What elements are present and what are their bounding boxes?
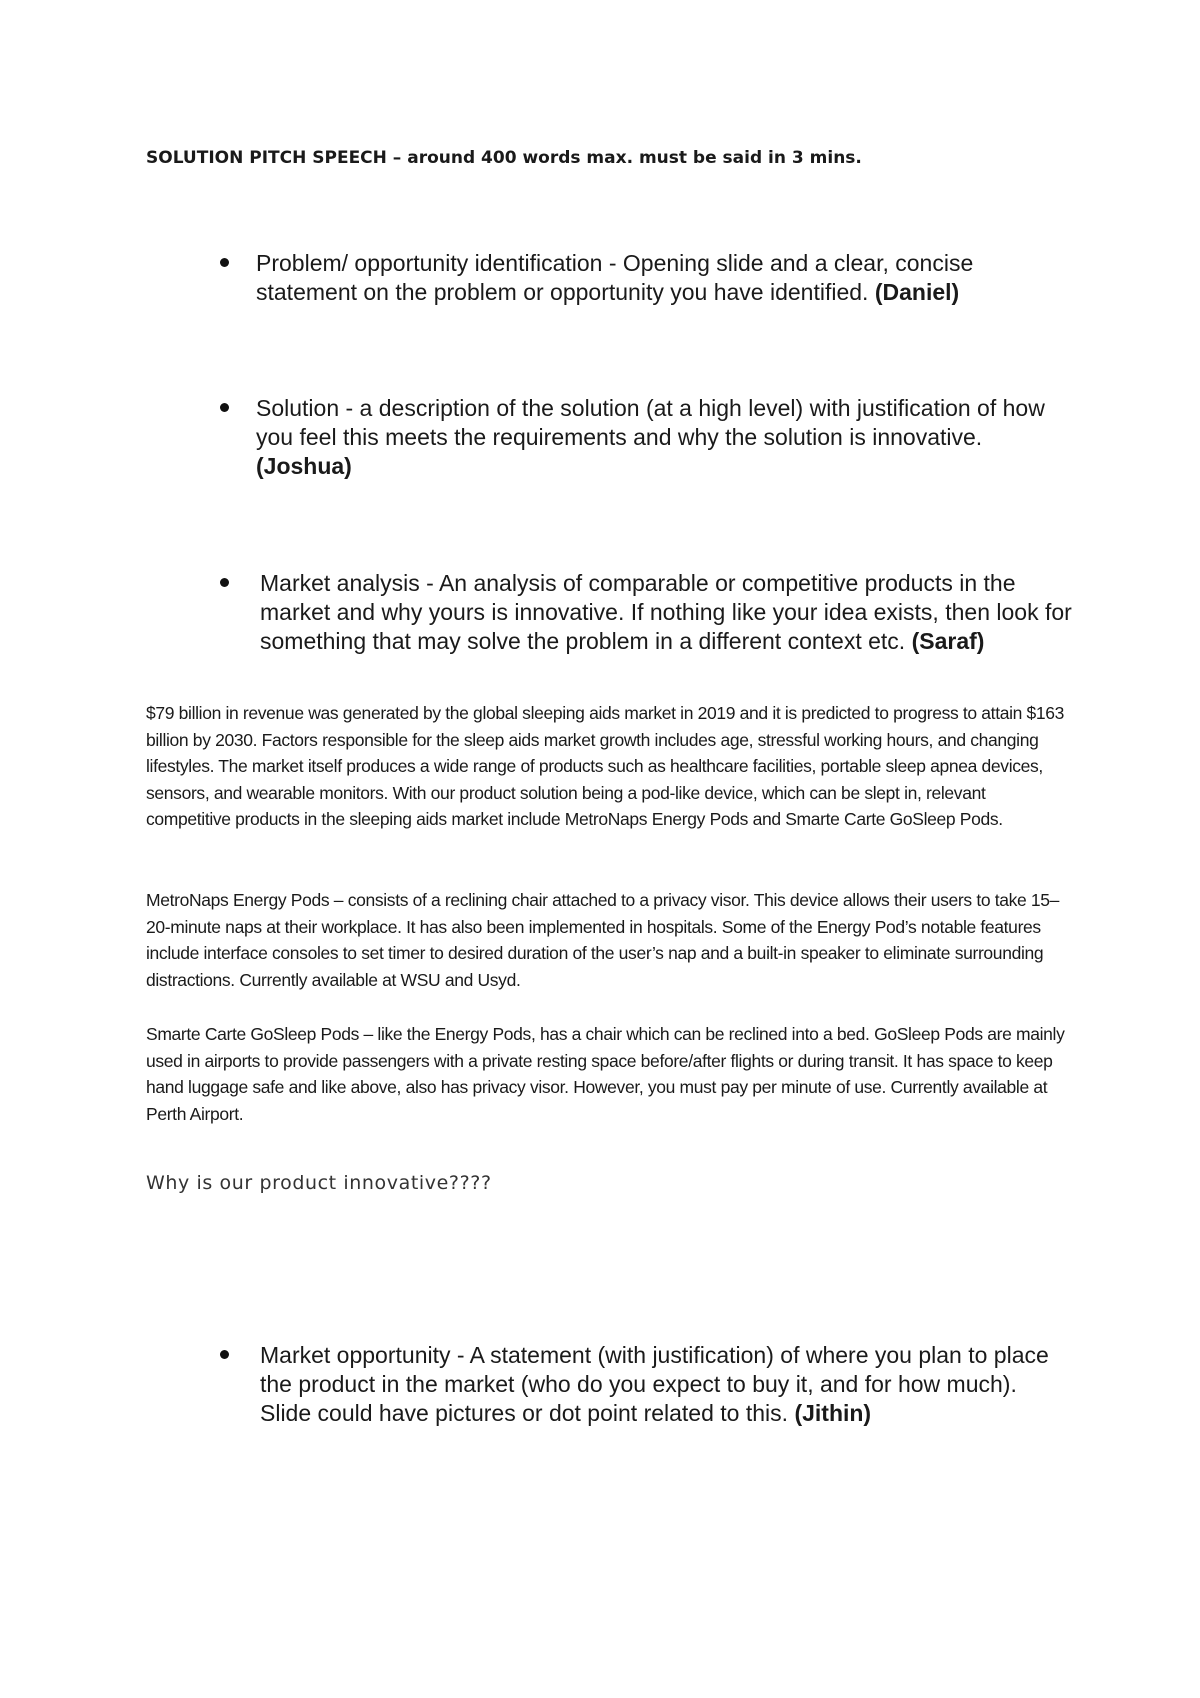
bullet-text: Solution - a description of the solution (at a high level) with justification of how you feel this meets the requirements and why the solution is innovative. [256, 395, 1045, 450]
bullet-solution [256, 394, 1056, 481]
paragraph-market-overview: $79 billion in revenue was generated by the global sleeping aids market in 2019 and it is predicted to progress to attain $163 billion by 2030. Factors responsible for the sleep aids market growth includes age, stressful working hours, and changing lifestyles. The market itself produces a wide range of products such as healthcare facilities, portable sleep apnea devices, sensors, and wearable monitors. With our product solution being a pod-like device, which can be slept in, relevant competitive products in the sleeping aids market include MetroNaps Energy Pods and Smarte Carte GoSleep Pods. [146, 703, 1065, 829]
bullet-point-icon [220, 403, 229, 412]
bullet-owner: (Jithin) [794, 1400, 872, 1426]
bullet-text: Problem/ opportunity identification - Opening slide and a clear, concise statement on the problem or opportunity you have identified. [256, 250, 974, 305]
paragraph-metronaps: MetroNaps Energy Pods – consists of a reclining chair attached to a privacy visor. This device allows their users to take 15–20-minute naps at their workplace. It has also been implemented in hospitals. Some of the Energy Pod’s notable features include interface consoles to set timer to desired duration of the user’s nap and a built-in speaker to eliminate surrounding distractions. Currently available at WSU and Usyd. [146, 890, 1060, 990]
bullet-text: Market analysis - An analysis of comparable or competitive products in the market and why yours is innovative. If nothing like your idea exists, then look for something that may solve the problem in a different context etc. [260, 570, 1072, 654]
document-title: SOLUTION PITCH SPEECH – around 400 words max. must be said in 3 mins. [146, 148, 862, 168]
innovation-subheading: Why is our product innovative???? [146, 1172, 492, 1194]
bullet-owner: (Joshua) [256, 453, 352, 479]
bullet-market-analysis [260, 569, 1075, 656]
bullet-owner: (Daniel) [874, 279, 960, 305]
bullet-point-icon [220, 1350, 229, 1359]
bullet-text: Market opportunity - A statement (with justification) of where you plan to place the product in the market (who do you expect to buy it, and for how much). Slide could have pictures or dot point related to this. [260, 1342, 1049, 1426]
bullet-problem-identification [256, 249, 1046, 307]
bullet-point-icon [220, 578, 229, 587]
paragraph-gosleep: Smarte Carte GoSleep Pods – like the Energy Pods, has a chair which can be reclined into a bed. GoSleep Pods are mainly used in airports to provide passengers with a private resting space before/after flights or during transit. It has space to keep hand luggage safe and like above, also has privacy visor. However, you must pay per minute of use. Currently available at Perth Airport. [146, 1024, 1065, 1124]
bullet-point-icon [220, 258, 229, 267]
bullet-market-opportunity [260, 1341, 1060, 1428]
bullet-owner: (Saraf) [911, 628, 985, 654]
